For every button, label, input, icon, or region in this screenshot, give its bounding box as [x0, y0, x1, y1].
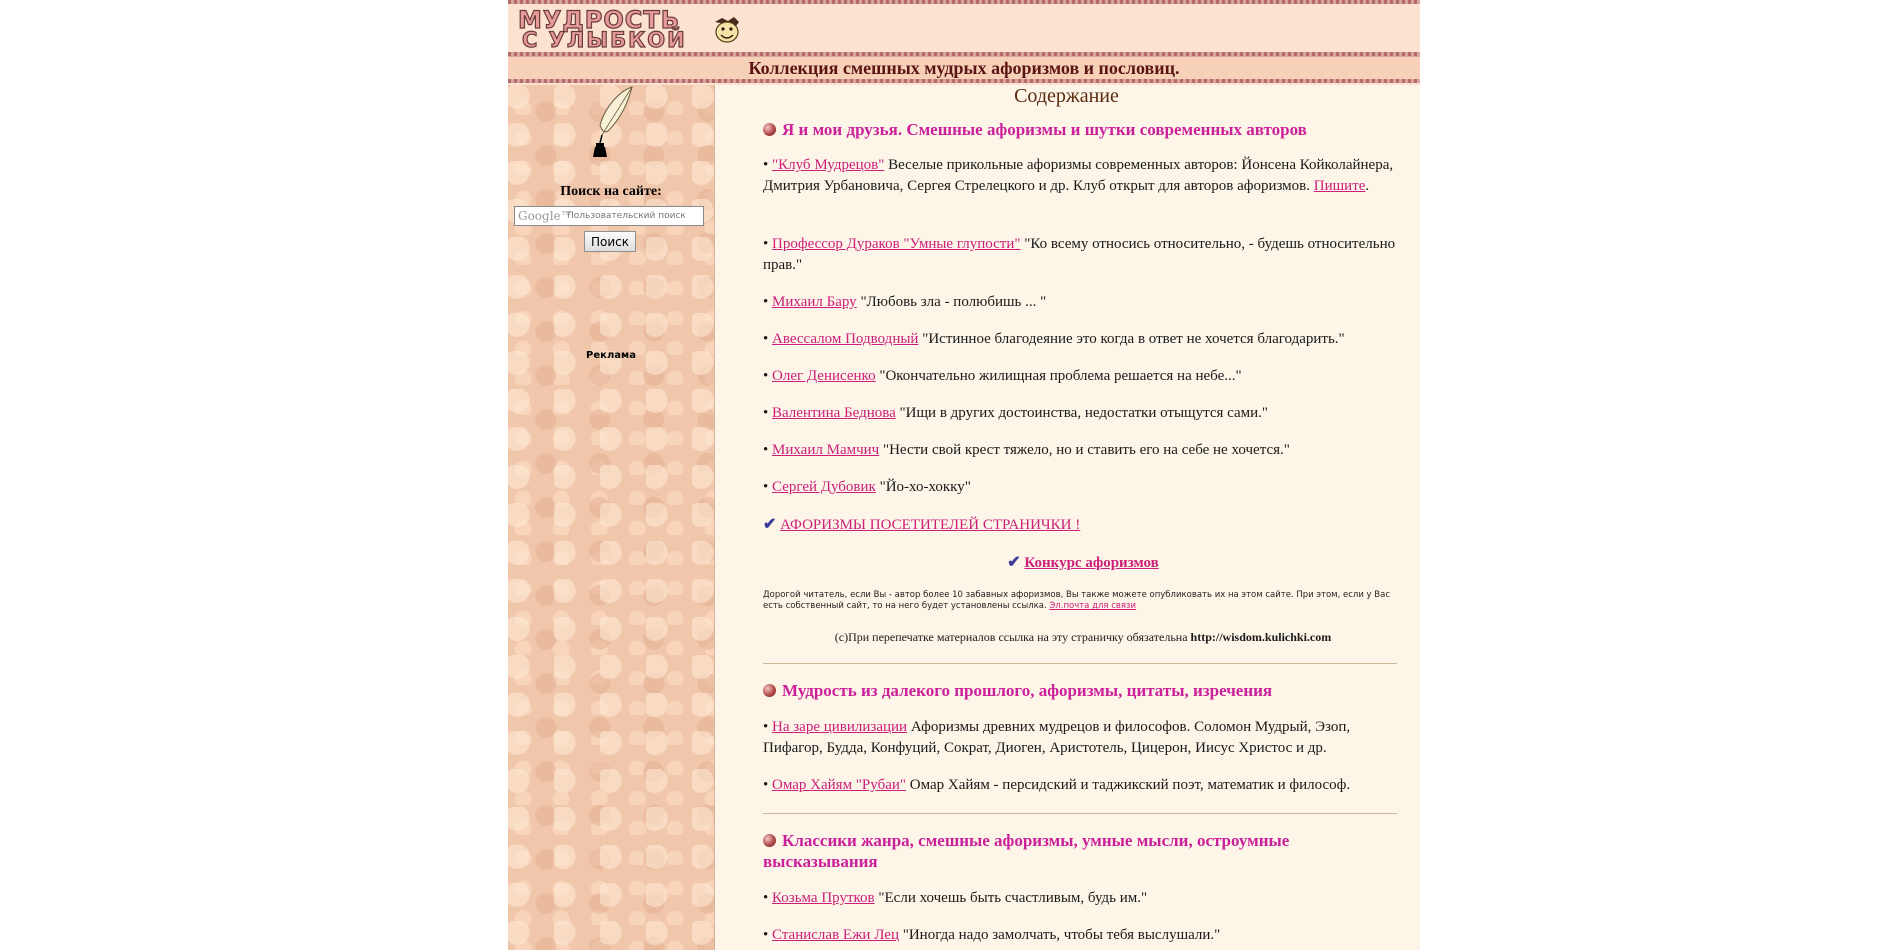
section-heading-modern-authors: Я и мои друзья. Смешные афоризмы и шутки современных авторов: [763, 119, 1403, 140]
link-contact-email[interactable]: Эл.почта для связи: [1049, 601, 1137, 611]
header-bottom-stripe: [508, 79, 1420, 83]
contest-row: [763, 552, 1403, 574]
link-oleg-denisenko[interactable]: Олег Денисенко: [772, 368, 876, 384]
list-item: • Михаил Мамчич "Нести свой крест тяжело, но и ставить его на себе не хочется.": [763, 442, 1290, 458]
page-title: Содержание: [1014, 85, 1119, 107]
section-heading-classics: Классики жанра, смешные афоризмы, умные мысли, остроумные высказывания: [763, 831, 1290, 871]
author-invitation-note: Дорогой читатель, если Вы - автор более 10 забавных афоризмов, Вы также можете опубликовать их на этом сайте. При этом, если у Вас есть собственный сайт, то на него будет установлены ссылка. Эл.почта для связи: [763, 590, 1391, 611]
list-item: • Михаил Бару "Любовь зла - полюбишь ... ": [763, 294, 1047, 310]
link-avessalom-podvodny[interactable]: Авессалом Подводный: [772, 331, 919, 347]
link-wise-club[interactable]: "Клуб Мудрецов": [772, 157, 885, 173]
list-item: • Станислав Ежи Лец "Иногда надо замолчать, чтобы тебя выслушали.": [763, 927, 1221, 943]
google-logo: Google™: [518, 209, 573, 223]
link-valentina-bednova[interactable]: Валентина Беднова: [772, 405, 896, 421]
ball-bullet-icon: [763, 684, 776, 697]
checkmark-icon: ✔: [1007, 554, 1021, 571]
quill-pen-icon: [580, 85, 636, 157]
search-button[interactable]: Поиск: [584, 231, 636, 252]
link-stanislaw-lec[interactable]: Станислав Ежи Лец: [772, 927, 899, 943]
list-item: • Омар Хайям "Рубаи" Омар Хайям - персидский и таджикский поэт, математик и философ.: [763, 777, 1351, 793]
ad-label: Реклама: [586, 350, 636, 361]
link-omar-khayyam[interactable]: Омар Хайям "Рубаи": [772, 777, 907, 793]
site-tagline: Коллекция смешных мудрых афоризмов и пословиц.: [508, 56, 1420, 79]
link-kozma-prutkov[interactable]: Козьма Прутков: [772, 890, 875, 906]
link-mikhail-baru[interactable]: Михаил Бару: [772, 294, 857, 310]
list-item: • Сергей Дубовик "Йо-хо-хокку": [763, 479, 971, 495]
list-item: • На заре цивилизации Афоризмы древних мудрецов и философов. Соломон Мудрый, Эзоп, Пифагор, Будда, Конфуций, Сократ, Диоген, Аристотель, Цицерон, Иисус Христос и др.: [763, 719, 1351, 756]
copyright-url: http://wisdom.kulichki.com: [1190, 630, 1332, 644]
link-professor-durakov[interactable]: Профессор Дураков "Умные глупости": [772, 236, 1021, 252]
section-heading-ancient-wisdom: Мудрость из далекого прошлого, афоризмы, цитаты, изречения: [763, 680, 1403, 701]
list-item: • Валентина Беднова "Ищи в других достоинства, недостатки отыщутся сами.": [763, 405, 1269, 421]
page: [508, 0, 1420, 950]
link-aphorism-contest[interactable]: Конкурс афоризмов: [1024, 555, 1159, 571]
list-item: • Олег Денисенко "Окончательно жилищная проблема решается на небе...": [763, 368, 1242, 384]
logo-line1: МУДРОСТЬ: [518, 6, 681, 34]
link-write-us[interactable]: Пишите: [1313, 178, 1366, 194]
copyright-notice: (с)При перепечатке материалов ссылка на эту страничку обязательна http://wisdom.kulichki.com: [834, 630, 1332, 644]
list-item: • Авессалом Подводный "Истинное благодеяние это когда в ответ не хочется благодарить.": [763, 331, 1345, 347]
list-item: • "Клуб Мудрецов" Веселые прикольные афоризмы современных авторов: Йонсена Койколайнера, Дмитрия Урбановича, Сергея Стрелецкого и др. Клуб открыт для авторов афоризмов. Пишите.: [763, 157, 1394, 194]
ball-bullet-icon: [763, 123, 776, 136]
checkmark-icon: ✔: [763, 516, 777, 533]
link-dawn-of-civilization[interactable]: На заре цивилизации: [772, 719, 908, 735]
main-content: [715, 85, 1418, 950]
visitors-aphorisms-row: [763, 514, 1403, 536]
smiling-face-icon: [712, 16, 742, 44]
header-top-stripe: [508, 0, 1420, 4]
sidebar: [508, 85, 715, 950]
divider: [763, 663, 1397, 664]
site-logo[interactable]: [512, 6, 752, 52]
header: [508, 0, 1420, 85]
search-label: Поиск на сайте:: [560, 184, 662, 199]
list-item: • Козьма Прутков "Если хочешь быть счастливым, будь им.": [763, 890, 1148, 906]
ball-bullet-icon: [763, 834, 776, 847]
link-mikhail-mamchich[interactable]: Михаил Мамчич: [772, 442, 880, 458]
link-visitors-aphorisms[interactable]: АФОРИЗМЫ ПОСЕТИТЕЛЕЙ СТРАНИЧКИ !: [780, 517, 1081, 533]
link-sergey-dubovik[interactable]: Сергей Дубовик: [772, 479, 876, 495]
divider: [763, 813, 1397, 814]
list-item: • Профессор Дураков "Умные глупости" "Ко всему относись относительно, - будешь относительно прав.": [763, 236, 1396, 273]
logo-line2: С УЛЫБКОЙ: [522, 28, 687, 52]
